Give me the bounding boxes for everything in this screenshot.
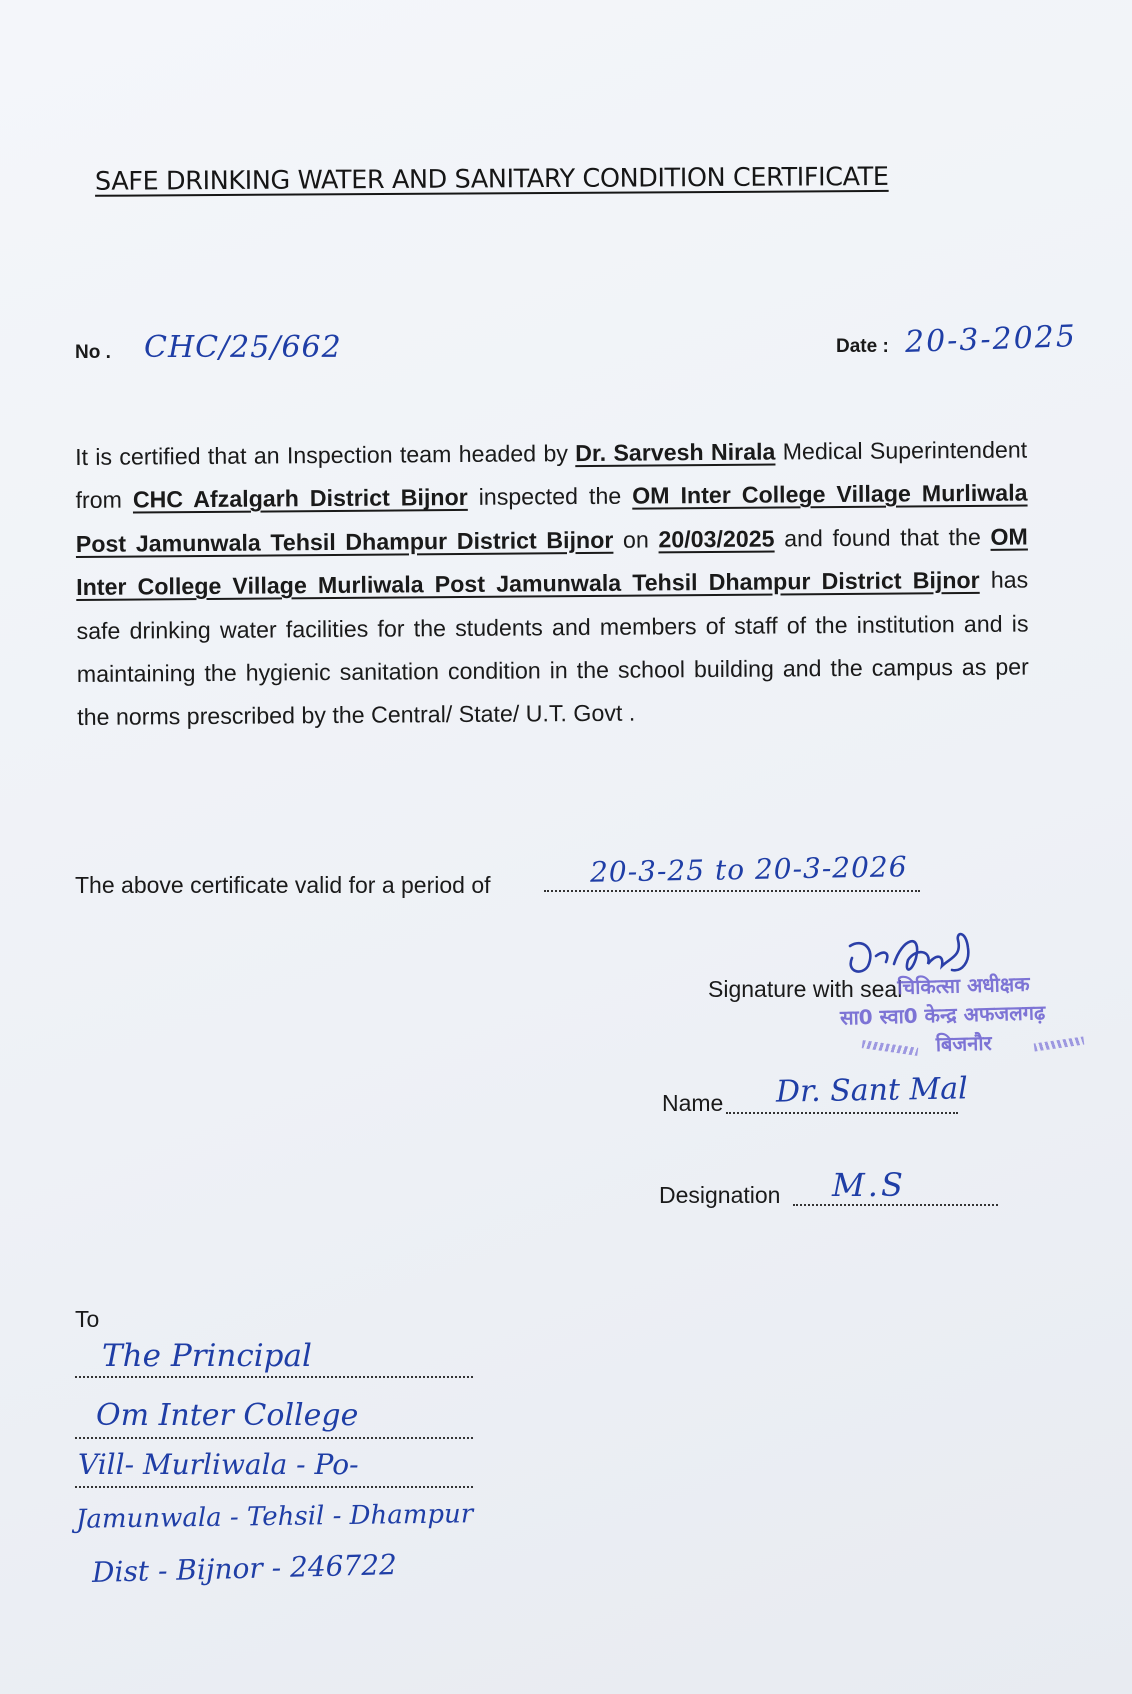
body-text-4: on xyxy=(613,526,659,553)
seal-line-1: चिकित्सा अधीक्षक xyxy=(896,971,1030,1000)
number-label: No . xyxy=(75,342,111,363)
body-text-5: and found that the xyxy=(774,523,991,552)
signatory-designation: M.S xyxy=(832,1166,906,1204)
school-address-2: OM Inter College Village Murliwala Post Jamunwala Tehsil Dhampur District Bijnor xyxy=(76,523,1028,601)
address-line-5: Dist - Bijnor - 246722 xyxy=(91,1548,398,1589)
to-label: To xyxy=(75,1306,100,1332)
address-line-2: Om Inter College xyxy=(96,1398,359,1433)
health-centre: CHC Afzalgarh District Bijnor xyxy=(132,484,468,513)
body-text-1: It is certified that an Inspection team headed by xyxy=(75,440,568,470)
address-line-1: The Principal xyxy=(102,1338,312,1374)
validity-dotted-line xyxy=(544,890,920,892)
address-dotted-line-3 xyxy=(75,1486,473,1488)
certificate-title: SAFE DRINKING WATER AND SANITARY CONDITION CERTIFICATE xyxy=(94,161,889,197)
signatory-name: Dr. Sant Mal xyxy=(775,1071,969,1110)
name-label: Name xyxy=(662,1090,724,1116)
inspector-name: Dr. Sarvesh Nirala xyxy=(575,438,776,467)
address-dotted-line-1 xyxy=(75,1376,473,1378)
address-dotted-line-2 xyxy=(75,1437,473,1439)
date-label: Date : xyxy=(836,336,889,357)
signature-label: Signature with seal xyxy=(708,976,903,1002)
inspection-date: 20/03/2025 xyxy=(658,525,775,553)
body-text-2: Medical Superintendent from xyxy=(75,436,1028,514)
name-dotted-line xyxy=(726,1112,958,1114)
designation-label: Designation xyxy=(659,1182,781,1208)
body-text-6: has safe drinking water facilities for the students and members of staff of the institution and is maintaining the hygienic sanitation condition in the school building and the campus as per the norms prescribed by the Central/ State/ U.T. Govt . xyxy=(76,566,1029,731)
validity-label: The above certificate valid for a period of xyxy=(75,872,491,898)
designation-dotted-line xyxy=(793,1204,998,1206)
certificate-body xyxy=(75,429,1029,740)
seal-line-2: सा0 स्वा0 केन्द्र अफजलगढ़ xyxy=(839,1000,1046,1030)
seal-line-3: बिजनौर xyxy=(935,1030,992,1057)
address-line-4: Jamunwala - Tehsil - Dhampur xyxy=(75,1499,474,1535)
certificate-number: CHC/25/662 xyxy=(144,330,342,365)
body-text-3: inspected the xyxy=(467,483,633,511)
address-line-3: Vill- Murliwala - Po- xyxy=(78,1448,359,1481)
certificate-date: 20-3-2025 xyxy=(904,319,1078,360)
school-address-1: OM Inter College Village Murliwala Post Jamunwala Tehsil Dhampur District Bijnor xyxy=(75,479,1028,557)
validity-period: 20-3-25 to 20-3-2026 xyxy=(589,850,908,889)
